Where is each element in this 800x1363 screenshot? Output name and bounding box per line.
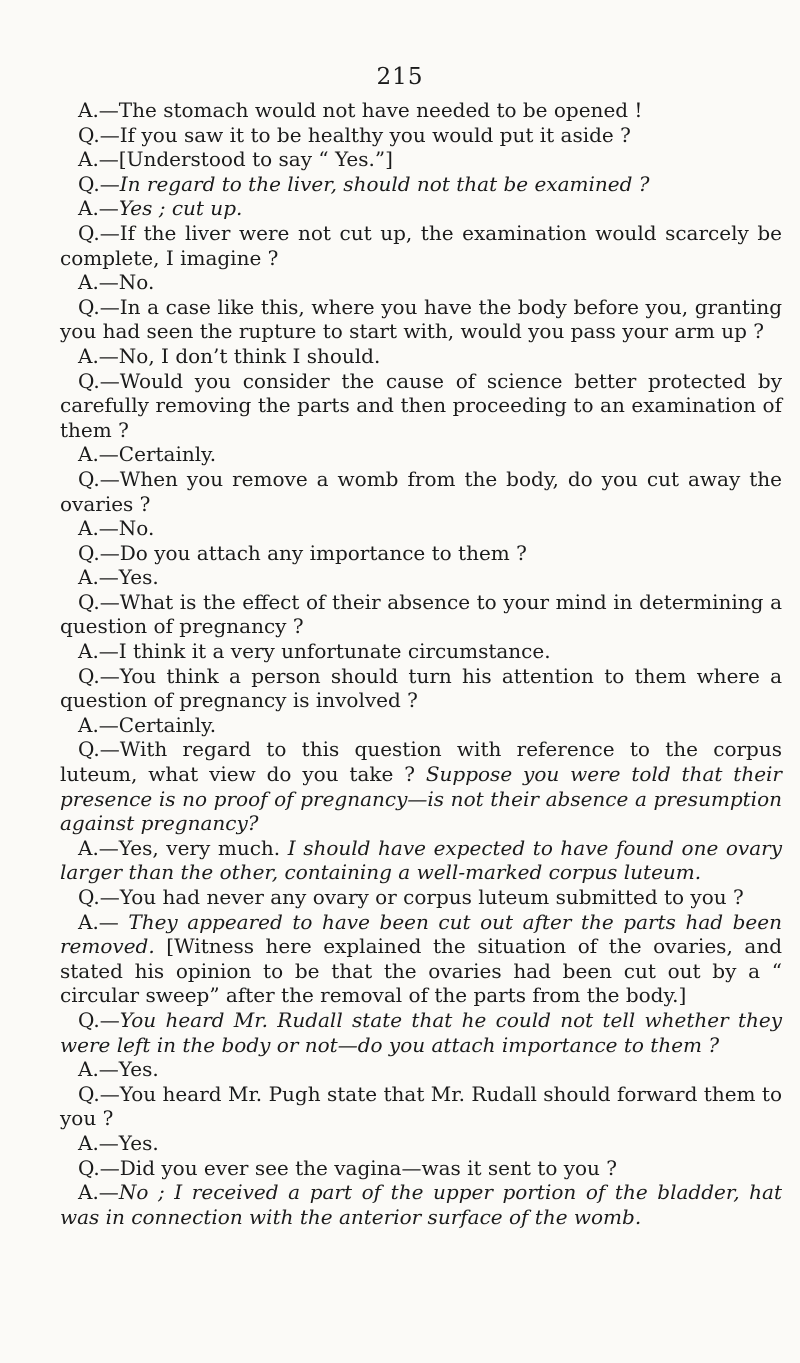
plain-text: A.— bbox=[78, 909, 129, 934]
italic-text: No ; I received a part of the upper portion of the bladder, hat was in connection with the anterior surface of the womb. bbox=[60, 1180, 782, 1229]
plain-text: Q.—If the liver were not cut up, the examination would scarcely be complete, I imagine ? bbox=[60, 220, 782, 270]
plain-text: A.— bbox=[78, 1180, 119, 1205]
testimony-paragraph bbox=[60, 270, 782, 295]
plain-text: Q.—In a case like this, where you have the body before you, granting you had seen the rupture to start with, would you pass your arm up ? bbox=[60, 294, 782, 344]
testimony-paragraph bbox=[60, 1057, 782, 1082]
plain-text: Q.—You think a person should turn his attention to them where a question of pregnancy is involved ? bbox=[60, 663, 782, 713]
plain-text: Q.—When you remove a womb from the body, do you cut away the ovaries ? bbox=[60, 466, 782, 516]
plain-text: A.—Yes. bbox=[78, 565, 159, 590]
plain-text: A.—Yes, very much. bbox=[78, 835, 288, 860]
plain-text: Q.—You had never any ovary or corpus luteum submitted to you ? bbox=[78, 885, 744, 909]
testimony-paragraph bbox=[60, 442, 782, 467]
testimony-paragraph bbox=[60, 172, 782, 197]
italic-text: You heard Mr. Rudall state that he could not tell whether they were left in the body or not—do you attach importance to them ? bbox=[60, 1007, 782, 1057]
plain-text: Q.— bbox=[78, 171, 120, 196]
testimony-paragraph bbox=[60, 541, 782, 566]
plain-text: A.—Certainly. bbox=[78, 712, 217, 737]
testimony-paragraph bbox=[60, 1082, 782, 1131]
plain-text: A.—[Understood to say “ Yes.”] bbox=[78, 147, 393, 172]
testimony-paragraph bbox=[60, 664, 782, 713]
plain-text: A.—Certainly. bbox=[78, 442, 217, 467]
testimony-paragraph bbox=[60, 713, 782, 738]
testimony-paragraph bbox=[60, 1008, 782, 1057]
plain-text: A.— bbox=[78, 196, 119, 221]
testimony-paragraph bbox=[60, 344, 782, 369]
plain-text: A.—No. bbox=[78, 516, 155, 541]
plain-text: Q.—You heard Mr. Pugh state that Mr. Rudall should forward them to you ? bbox=[60, 1081, 782, 1131]
testimony-paragraph bbox=[60, 1131, 782, 1156]
testimony-paragraph bbox=[60, 639, 782, 664]
plain-text: A.—The stomach would not have needed to be opened ! bbox=[78, 98, 643, 122]
testimony-paragraph bbox=[60, 467, 782, 516]
plain-text: Q.—If you saw it to be healthy you would put it aside ? bbox=[78, 122, 631, 147]
testimony-paragraph bbox=[60, 565, 782, 590]
testimony-paragraph bbox=[60, 737, 782, 835]
testimony-paragraph bbox=[60, 98, 782, 123]
testimony-paragraph bbox=[60, 516, 782, 541]
plain-text: A.—Yes. bbox=[78, 1057, 159, 1082]
plain-text: A.—Yes. bbox=[78, 1130, 159, 1155]
testimony-paragraph bbox=[60, 196, 782, 221]
testimony-paragraph bbox=[60, 369, 782, 443]
plain-text: Q.—Would you consider the cause of science better protected by carefully removing the parts and then proceeding to an examination of them ? bbox=[60, 368, 782, 442]
italic-text: They appeared to have been cut out after the parts had been removed. bbox=[60, 909, 782, 959]
testimony-paragraph bbox=[60, 836, 782, 885]
italic-text: I should have expected to have found one ovary larger than the other, containing a well-marked corpus luteum. bbox=[60, 835, 782, 885]
testimony-paragraph bbox=[60, 590, 782, 639]
testimony-paragraph bbox=[60, 147, 782, 172]
italic-text: In regard to the liver, should not that be examined ? bbox=[119, 171, 650, 196]
plain-text: A.—I think it a very unfortunate circumstance. bbox=[78, 639, 551, 664]
italic-text: Suppose you were told that their presence is no proof of pregnancy—is not their absence a presumption against pregnancy? bbox=[60, 762, 782, 836]
plain-text: Q.—Do you attach any importance to them ? bbox=[78, 540, 527, 565]
testimony-paragraph bbox=[60, 1156, 782, 1181]
testimony-paragraph bbox=[60, 910, 782, 1008]
testimony-paragraph bbox=[60, 221, 782, 270]
testimony-paragraph bbox=[60, 295, 782, 344]
testimony-paragraph bbox=[60, 1180, 782, 1229]
plain-text: Q.—With regard to this question with reference to the corpus luteum, what view do you take ? bbox=[60, 737, 782, 787]
plain-text: Q.—Did you ever see the vagina—was it sent to you ? bbox=[78, 1155, 618, 1180]
testimony-text bbox=[60, 98, 782, 1229]
plain-text: A.—No, I don’t think I should. bbox=[78, 343, 381, 368]
page-number: 215 bbox=[376, 64, 424, 90]
plain-text: Q.— bbox=[78, 1007, 120, 1032]
testimony-paragraph bbox=[60, 123, 782, 148]
plain-text: A.—No. bbox=[78, 270, 155, 295]
testimony-paragraph bbox=[60, 885, 782, 910]
plain-text: [Witness here explained the situation of the ovaries, and stated his opinion to be that the ovaries had been cut out by a “ circular sweep” after the removal of the parts from the body.] bbox=[60, 934, 782, 1008]
plain-text: Q.—What is the effect of their absence to your mind in determining a question of pregnancy ? bbox=[60, 589, 782, 639]
italic-text: Yes ; cut up. bbox=[118, 196, 243, 221]
